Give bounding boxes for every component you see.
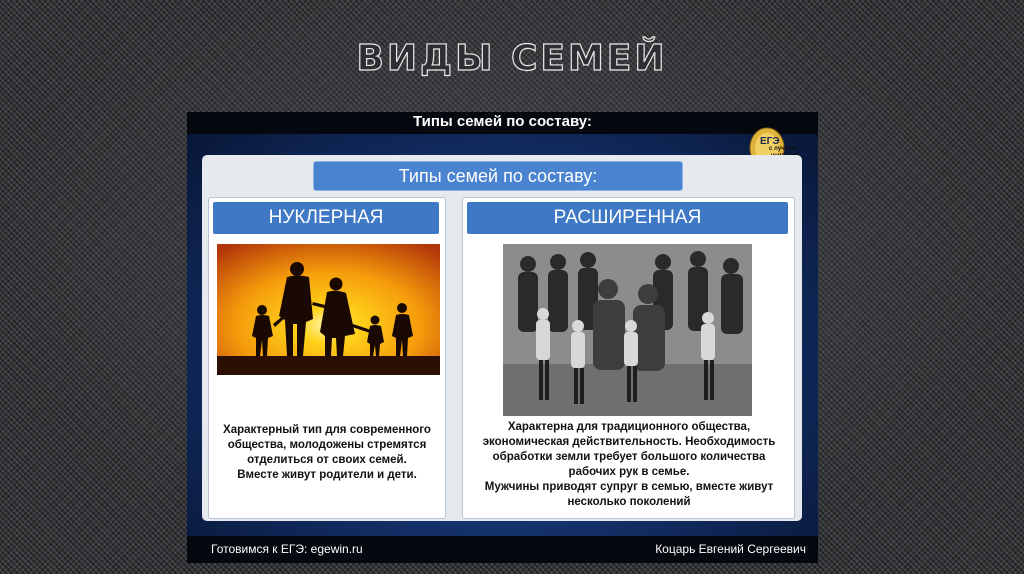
nuclear-family-description: Характерный тип для современного общества, молодожены стремятся отделиться от своих семей. Вместе живут родители и дети. [223, 424, 431, 481]
footer-website: Готовимся к ЕГЭ: egewin.ru [211, 542, 363, 556]
footer-author: Коцарь Евгений Сергеевич [655, 542, 806, 556]
nuclear-family-header: НУКЛЕРНАЯ [213, 202, 439, 234]
nuclear-family-column [208, 197, 446, 519]
badge-line1: ЕГЭ [760, 136, 780, 147]
badge-line2: с лучшим [769, 146, 798, 152]
slide-title: ВИДЫ СЕМЕЙ [356, 38, 668, 79]
extended-family-header: РАСШИРЕННАЯ [467, 202, 788, 234]
extended-family-group-photo [503, 244, 752, 416]
footer-bar [187, 536, 818, 563]
extended-family-column [462, 197, 795, 519]
slide-image-frame [187, 112, 818, 563]
family-silhouette-sunset-photo [217, 244, 440, 375]
extended-family-description: Характерна для традиционного общества, экономическая действительность. Необходимость обработки земли требует большого количества рабочих рук в семье. Мужчины приводят супруг в семью, вместе живут несколько поколений [482, 421, 776, 508]
panel-heading: Типы семей по составу: [313, 161, 683, 191]
top-caption: Типы семей по составу: [187, 112, 818, 134]
